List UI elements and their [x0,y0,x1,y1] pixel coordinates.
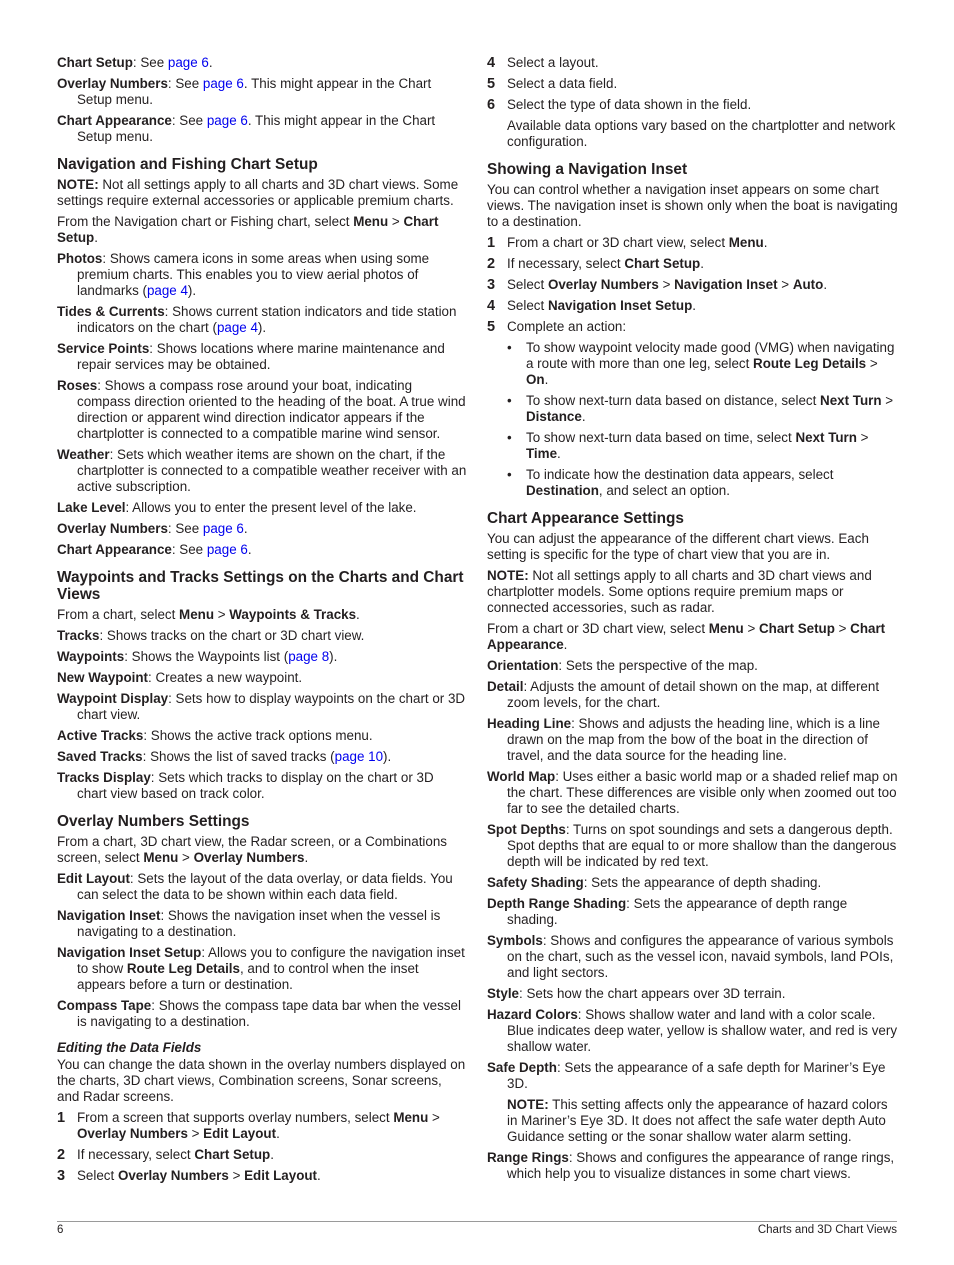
heading-navigation-inset: Showing a Navigation Inset [487,161,688,178]
def-orientation: Orientation: Sets the perspective of the map. [487,658,758,673]
note: NOTE: This setting affects only the appearance of hazard colors in Mariner’s Eye 3D. It does not affect the safe water depth Auto Guidance setting or the sonar shallow water alarm setting. [507,1097,888,1144]
def-safe-depth: Safe Depth: Sets the appearance of a safe depth for Mariner’s Eye 3D. [487,1060,886,1091]
def-waypoints: Waypoints: Shows the Waypoints list (page 8). [57,649,338,664]
page-link[interactable]: page 8 [288,649,330,664]
step-item: 6 Select the type of data shown in the field. [487,97,752,113]
note: NOTE: Not all settings apply to all charts and 3D chart views and chartplotter models. Some options require premium maps or connected accessories, such as radar. [487,568,872,615]
def-edit-layout: Edit Layout: Sets the layout of the data overlay, or data fields. You can select the data to be shown within each data field. [57,871,453,902]
def-saved-tracks: Saved Tracks: Shows the list of saved tracks (page 10). [57,749,392,764]
page-link[interactable]: page 6 [202,521,244,536]
def-active-tracks: Active Tracks: Shows the active track options menu. [57,728,373,743]
bullet-icon: • [507,393,512,408]
step-item: 4 Select a layout. [487,55,599,71]
def-heading-line: Heading Line: Shows and adjusts the heading line, which is a line drawn on the map from the bow of the boat in the direction of travel, and the data source for the heading line. [487,716,880,763]
heading-editing-data-fields: Editing the Data Fields [57,1040,202,1055]
def-chart-appearance: Chart Appearance: See page 6. This might appear in the Chart Setup menu. [57,113,436,144]
def-service-points: Service Points: Shows locations where marine maintenance and repair services may be obtained. [57,341,445,372]
page-link[interactable]: page 6 [206,113,248,128]
left-column [57,55,467,1189]
def-photos: Photos: Shows camera icons in some areas when using some premium charts. This enables you to view aerial photos of landmarks (page 4). [57,251,430,298]
def-overlay-numbers: Overlay Numbers: See page 6. This might appear in the Chart Setup menu. [57,76,432,107]
def-chart-setup: Chart Setup: See page 6. [57,55,213,70]
def-depth-range-shading: Depth Range Shading: Sets the appearance of depth range shading. [487,896,848,927]
step-item: 3 Select Overlay Numbers > Navigation Inset > Auto. [487,277,828,293]
page-link[interactable]: page 10 [334,749,384,764]
instruction: From the Navigation chart or Fishing chart, select Menu > Chart Setup. [57,214,439,245]
instruction: From a chart, select Menu > Waypoints & Tracks. [57,607,360,622]
intro: You can adjust the appearance of the different chart views. Each setting is specific for the type of chart view that you are in. [487,531,869,562]
def-new-waypoint: New Waypoint: Creates a new waypoint. [57,670,303,685]
section-title: Charts and 3D Chart Views [757,1224,897,1236]
instruction: From a chart, 3D chart view, the Radar screen, or a Combinations screen, select Menu > Overlay Numbers. [57,834,447,865]
heading-overlay-numbers: Overlay Numbers Settings [57,813,250,830]
heading-nav-fishing-setup: Navigation and Fishing Chart Setup [57,156,318,173]
bullet-item: • To show next-turn data based on time, select Next Turn > Time. [507,430,869,461]
step-item: 3 Select Overlay Numbers > Edit Layout. [57,1168,321,1184]
bullet-icon: • [507,340,512,355]
def-lake-level: Lake Level: Allows you to enter the present level of the lake. [57,500,417,515]
instruction: From a chart or 3D chart view, select Menu > Chart Setup > Chart Appearance. [487,621,886,652]
bullet-icon: • [507,430,512,445]
intro: You can change the data shown in the overlay numbers displayed on the charts, 3D chart views, Combination screens, Sonar screens, and Radar screens. [57,1057,466,1104]
step-item: 5 Select a data field. [487,76,618,92]
page-link[interactable]: page 6 [167,55,209,70]
bullet-item: • To show next-turn data based on distance, select Next Turn > Distance. [507,393,894,424]
footer-rule [57,1221,897,1222]
step-note: Available data options vary based on the chartplotter and network configuration. [507,118,896,149]
heading-waypoints-tracks: Waypoints and Tracks Settings on the Charts and Chart Views [57,569,464,603]
def-range-rings: Range Rings: Shows and configures the appearance of range rings, which help you to visualize distances in some chart views. [487,1150,895,1181]
right-column [487,55,899,1187]
def-detail: Detail: Adjusts the amount of detail shown on the map, at different zoom levels, for the chart. [487,679,880,710]
def-navigation-inset: Navigation Inset: Shows the navigation inset when the vessel is navigating to a destination. [57,908,441,939]
def-roses: Roses: Shows a compass rose around your boat, indicating compass direction oriented to the heading of the boat. A true wind direction or apparent wind direction indicator appears if the chartplotter is connected to a compatible marine wind sensor. [57,378,466,441]
page-link[interactable]: page 6 [206,542,248,557]
def-chart-appearance-2: Chart Appearance: See page 6. [57,542,252,557]
def-waypoint-display: Waypoint Display: Sets how to display waypoints on the chart or 3D chart view. [57,691,466,722]
page-link[interactable]: page 6 [202,76,244,91]
def-style: Style: Sets how the chart appears over 3D terrain. [487,986,786,1001]
def-symbols: Symbols: Shows and configures the appearance of various symbols on the chart, such as the vessel icon, navaid symbols, land POIs, and light sectors. [487,933,894,980]
note: NOTE: Not all settings apply to all charts and 3D chart views. Some settings require external accessories or applicable premium charts. [57,177,459,208]
bullet-item: • To show waypoint velocity made good (VMG) when navigating a route with more than one leg, select Route Leg Details > On. [507,340,895,387]
page-link[interactable]: page 4 [146,283,188,298]
step-item: 4 Select Navigation Inset Setup. [487,298,697,314]
heading-chart-appearance: Chart Appearance Settings [487,510,684,527]
def-tides-currents: Tides & Currents: Shows current station indicators and tide station indicators on the chart (page 4). [57,304,457,335]
step-item: 1 From a screen that supports overlay numbers, select Menu > Overlay Numbers > Edit Layout. [57,1110,440,1141]
intro: You can control whether a navigation inset appears on some chart views. The navigation inset is shown only when the boat is navigating to a destination. [487,182,898,229]
step-item: 2 If necessary, select Chart Setup. [57,1147,274,1163]
def-tracks: Tracks: Shows tracks on the chart or 3D chart view. [57,628,365,643]
page-link[interactable]: page 4 [216,320,258,335]
def-weather: Weather: Sets which weather items are shown on the chart, if the chartplotter is connected to a compatible weather receiver with an active subscription. [57,447,467,494]
def-hazard-colors: Hazard Colors: Shows shallow water and land with a color scale. Blue indicates deep water, yellow is shallow water, and red is very shallow water. [487,1007,898,1054]
step-item: 5 Complete an action: [487,319,627,335]
def-spot-depths: Spot Depths: Turns on spot soundings and sets a dangerous depth. Spot depths that are equal to or more shallow than the dangerous depth will be indicated by red text. [487,822,897,869]
def-overlay-numbers-2: Overlay Numbers: See page 6. [57,521,248,536]
def-compass-tape: Compass Tape: Shows the compass tape data bar when the vessel is navigating to a destination. [57,998,461,1029]
def-tracks-display: Tracks Display: Sets which tracks to display on the chart or 3D chart view based on track color. [57,770,434,801]
step-item: 2 If necessary, select Chart Setup. [487,256,704,272]
def-navigation-inset-setup: Navigation Inset Setup: Allows you to configure the navigation inset to show Route Leg Details, and to control when the inset appears before a turn or destination. [57,945,465,992]
page-number: 6 [57,1224,64,1236]
def-safety-shading: Safety Shading: Sets the appearance of depth shading. [487,875,822,890]
bullet-item: • To indicate how the destination data appears, select Destination, and select an option. [507,467,834,498]
def-world-map: World Map: Uses either a basic world map or a shaded relief map on the chart. These differences are visible only when zoomed out too far to see the detailed charts. [487,769,898,816]
step-item: 1 From a chart or 3D chart view, select Menu. [487,235,768,251]
bullet-icon: • [507,467,512,482]
